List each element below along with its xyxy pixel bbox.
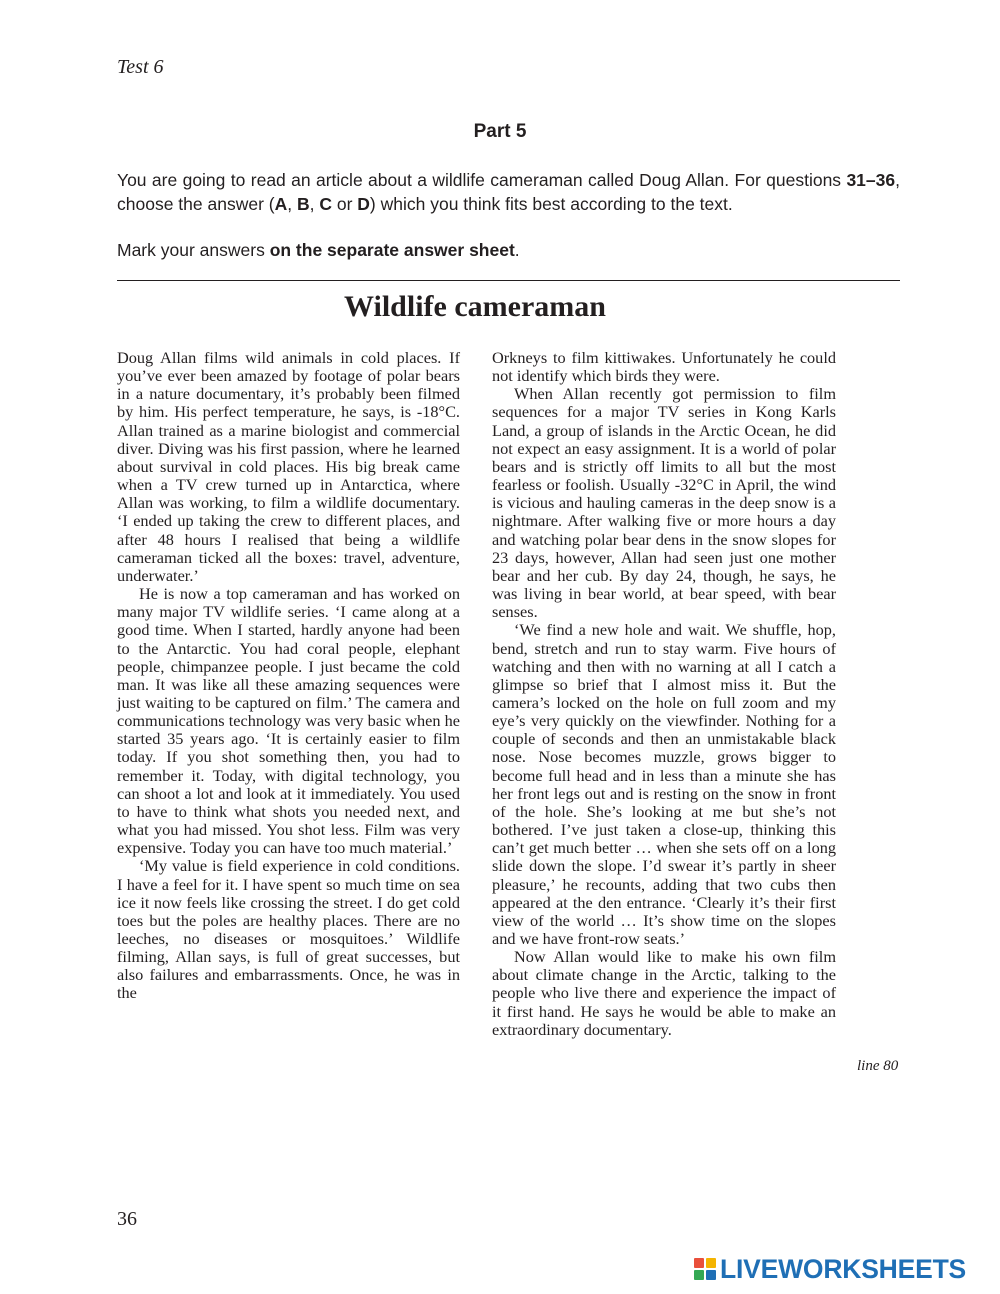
article-column-left bbox=[117, 349, 460, 1003]
separator: or bbox=[331, 193, 358, 214]
instructions-text: You are going to read an article about a wildlife cameraman called Doug Allan. For questions bbox=[117, 170, 847, 190]
article-column-right bbox=[492, 349, 836, 1039]
option-b: B bbox=[296, 193, 310, 214]
part-title: Part 5 bbox=[473, 121, 527, 142]
option-d: D bbox=[357, 193, 370, 214]
logo-square bbox=[706, 1270, 716, 1280]
brand-name: LIVEWORKSHEETS bbox=[720, 1253, 967, 1284]
article-paragraph: Now Allan would like to make his own film about climate change in the Arctic, talking to the people who live there and experience the impact of it first hand. He says he would be able to make an extraordinary documentary. bbox=[492, 947, 836, 1039]
instructions bbox=[117, 169, 900, 216]
article-title: Wildlife cameraman bbox=[344, 290, 606, 323]
instructions-text: , choose the answer ( bbox=[117, 170, 900, 214]
article-paragraph: He is now a top cameraman and has worked on many major TV wildlife series. ‘I came along at a good time. When I started, hardly anyone had been to the Antarctic. You had coral people, elephant people, chimpanzee people. I just became the cold man. It was like all these amazing sequences were just waiting to be captured on film.’ The camera and communications technology was very basic when he started 35 years ago. ‘It is certainly easier to film today. If you shot something then, you had to remember it. Today, with digital technology, you can shoot a lot and look at it immediately. You used to have to think what shots you needed next, and what you had missed. You shot less. Film was very expensive. Today you can have too much material.’ bbox=[117, 584, 460, 858]
page-number: 36 bbox=[117, 1208, 137, 1230]
answer-sheet-suffix: . bbox=[514, 240, 520, 260]
answer-sheet-prefix: Mark your answers bbox=[117, 240, 270, 260]
logo-square bbox=[694, 1270, 704, 1280]
separator: , bbox=[309, 193, 320, 214]
logo-square bbox=[706, 1258, 716, 1268]
line-reference: line 80 bbox=[857, 1058, 899, 1074]
logo-square bbox=[694, 1258, 704, 1268]
test-label: Test 6 bbox=[117, 56, 164, 78]
liveworksheets-icon bbox=[694, 1258, 716, 1280]
instructions-text: ) which you think fits best according to the text. bbox=[369, 193, 733, 214]
article-paragraph: ‘We find a new hole and wait. We shuffle, hop, bend, stretch and run to stay warm. Five hours of watching and then with no warning at all I catch a glimpse so brief that I almost miss it. But the camera’s locked on the hole on full zoom and my eye’s very quickly on the viewfinder. Nothing for a couple of seconds and then an unmistakable black nose. Nose becomes muzzle, grows bigger to become full head and in less than a minute she has her front legs out and is resting on the snow in front of the hole. She’s looking at me but she’s not bothered. I’ve just taken a close-up, thinking this can’t get much better … when she sets off on a long slide down the slope. I’d swear it’s partly in sheer pleasure,’ he recounts, adding that two cubs then appeared at the den entrance. ‘Clearly it’s their first view of the world … It’s show time on the slopes and we have front-row seats.’ bbox=[492, 620, 836, 948]
article-paragraph: Orkneys to film kittiwakes. Unfortunately he could not identify which birds they were. bbox=[492, 348, 836, 386]
questions-range: 31–36 bbox=[846, 170, 896, 190]
divider bbox=[117, 280, 900, 281]
option-c: C bbox=[319, 193, 332, 214]
liveworksheets-logo[interactable] bbox=[694, 1252, 966, 1286]
option-a: A bbox=[274, 193, 288, 214]
separator: , bbox=[287, 193, 297, 214]
article-paragraph: When Allan recently got permission to film sequences for a major TV series in Kong Karls Land, a group of islands in the Arctic Ocean, he did not expect an easy assignment. It is a world of polar bears and is strictly off limits to all but the most fearless or foolish. Usually -32°C in April, the wind is vicious and hauling cameras in the deep snow is a nightmare. After walking five or more hours a day and watching polar bear dens in the snow slopes for 23 days, however, Allan had seen just one mother bear and her cub. By day 24, though, he says, he was living in bear world, at bear speed, with bear senses. bbox=[492, 384, 836, 622]
answer-sheet-note bbox=[117, 239, 900, 262]
article-paragraph: ‘My value is field experience in cold conditions. I have a feel for it. I have spent so much time on sea ice it now feels like crossing the street. I do get cold toes but the poles are healthy places. There are no leeches, no diseases or mosquitoes.’ Wildlife filming, Allan says, is full of great successes, but also failures and embarrassments. Once, he was in the bbox=[117, 856, 460, 1003]
article-paragraph: Doug Allan films wild animals in cold places. If you’ve ever been amazed by footage of polar bears in a nature documentary, it’s probably been filmed by him. His perfect temperature, he says, is -18°C. Allan trained as a marine biologist and commercial diver. Diving was his first passion, where he learned about survival in cold places. His big break came when a TV crew turned up in Antarctica, where Allan was working, to film a wildlife documentary. ‘I ended up taking the crew to different places, and after 48 hours I realised that being a wildlife cameraman ticked all the boxes: travel, adventure, underwater.’ bbox=[117, 348, 460, 585]
answer-sheet-bold: on the separate answer sheet bbox=[269, 240, 515, 260]
